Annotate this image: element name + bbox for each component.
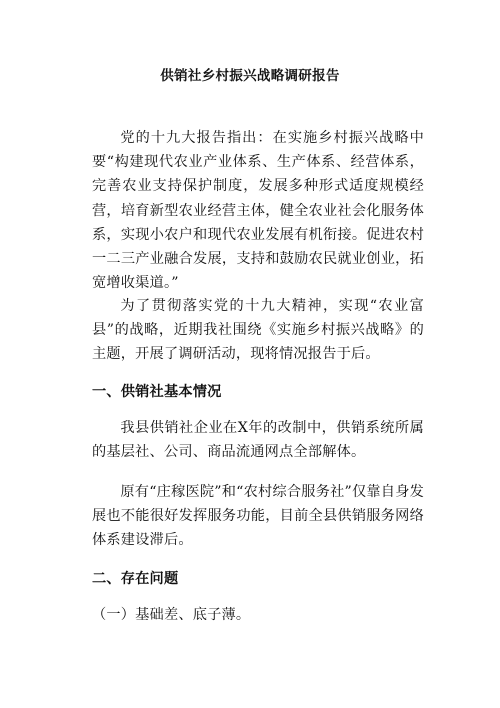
document-title: 供销社乡村振兴战略调研报告 [160,68,340,84]
section-heading: 一、供销社基本情况 [92,384,222,400]
body-paragraph: 党的十九大报告指出：在实施乡村振兴战略中要“构建现代农业产业体系、生产体系、经营体系，完善农业支持保护制度，发展多种形式适度规模经营，培育新型农业经营主体，健全农业社会化服务体系，实现小农户和现代农业发展有机衔接。促进农村一二三产业融合发展，支持和鼓励农民就业创业，拓宽增收渠道。” [92,130,424,292]
body-paragraph: 为了贯彻落实党的十九大精神，实现“农业富县”的战略，近期我社围绕《实施乡村振兴战略》的主题，开展了调研活动，现将情况报告于后。 [92,298,424,363]
body-paragraph: 我县供销社企业在X年的改制中，供销系统所属的基层社、公司、商品流通网点全部解体。 [92,420,424,461]
section-heading: 二、存在问题 [92,571,179,587]
subsection-heading: （一）基础差、底子薄。 [92,607,251,623]
body-paragraph: 原有“庄稼医院”和“农村综合服务社”仅靠自身发展也不能很好发挥服务功能，目前全县供销服务网络体系建设滞后。 [92,484,424,549]
